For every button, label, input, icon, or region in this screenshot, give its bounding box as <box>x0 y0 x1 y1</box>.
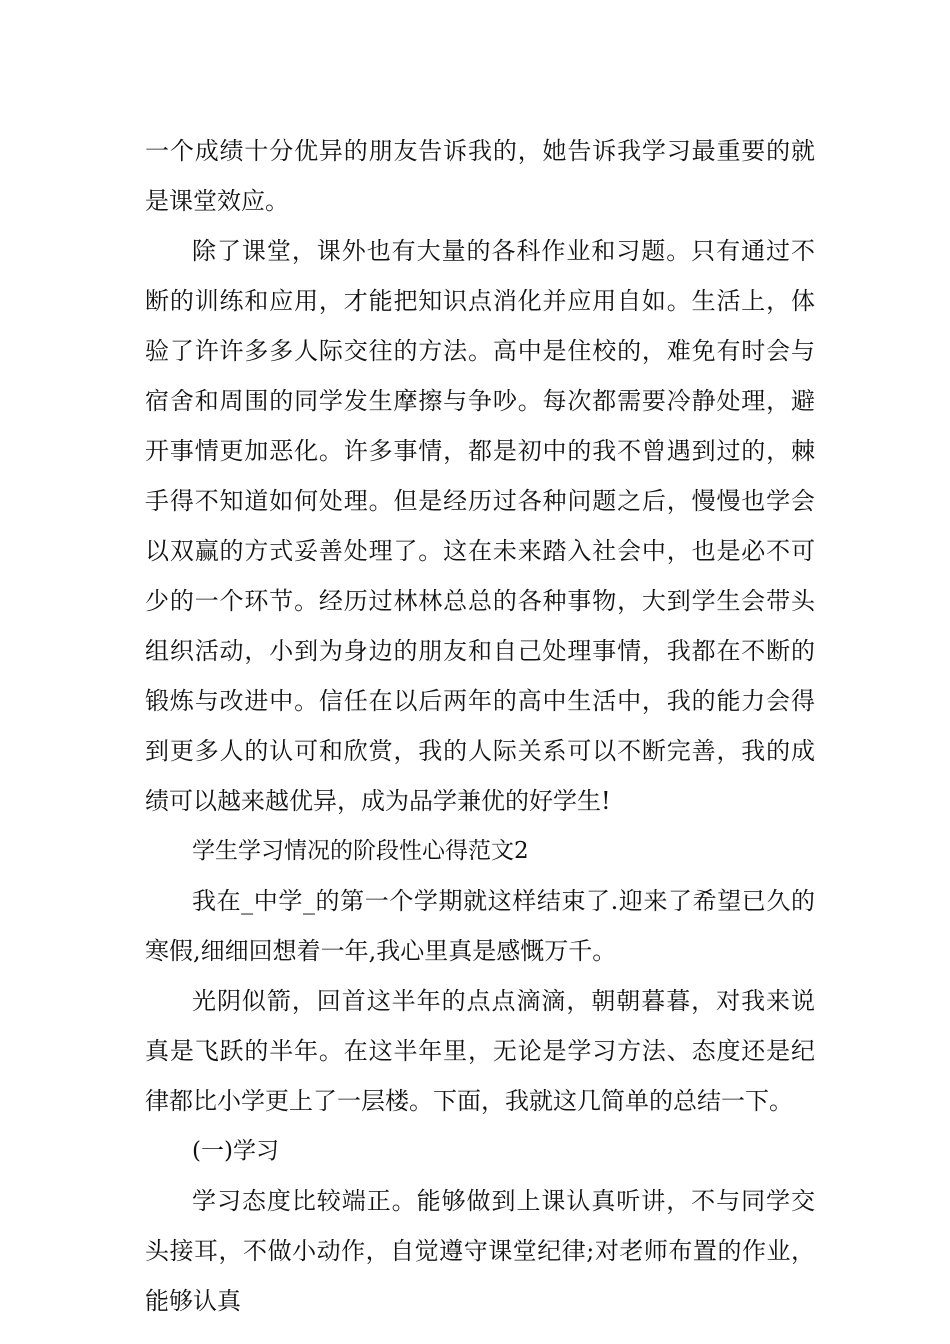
paragraph-3: 我在_中学_的第一个学期就这样结束了.迎来了希望已久的寒假,细细回想着一年,我心里真是感慨万千。 <box>145 887 815 965</box>
section-heading-2: 学生学习情况的阶段性心得范文2 <box>192 838 529 864</box>
paragraph-5: 学习态度比较端正。能够做到上课认真听讲，不与同学交头接耳，不做小动作，自觉遵守课堂纪律;对老师布置的作业，能够认真 <box>145 1187 815 1315</box>
paragraph-1: 一个成绩十分优异的朋友告诉我的，她告诉我学习最重要的就是课堂效应。 <box>145 137 815 215</box>
paragraph-4: 光阴似箭，回首这半年的点点滴滴，朝朝暮暮，对我来说真是飞跃的半年。在这半年里，无论是学习方法、态度还是纪律都比小学更上了一层楼。下面，我就这几简单的总结一下。 <box>145 987 815 1115</box>
paragraph-2: 除了课堂，课外也有大量的各科作业和习题。只有通过不断的训练和应用，才能把知识点消化并应用自如。生活上，体验了许许多多人际交往的方法。高中是住校的，难免有时会与宿舍和周围的同学发生摩擦与争吵。每次都需要冷静处理，避开事情更加恶化。许多事情，都是初中的我不曾遇到过的，棘手得不知道如何处理。但是经历过各种问题之后，慢慢也学会以双赢的方式妥善处理了。这在未来踏入社会中，也是必不可少的一个环节。经历过林林总总的各种事物，大到学生会带头组织活动，小到为身边的朋友和自己处理事情，我都在不断的锻炼与改进中。信任在以后两年的高中生活中，我的能力会得到更多人的认可和欣赏，我的人际关系可以不断完善，我的成绩可以越来越优异，成为品学兼优的好学生! <box>145 237 815 815</box>
document-page <box>145 126 815 1326</box>
subheading-study: (一)学习 <box>192 1138 279 1164</box>
